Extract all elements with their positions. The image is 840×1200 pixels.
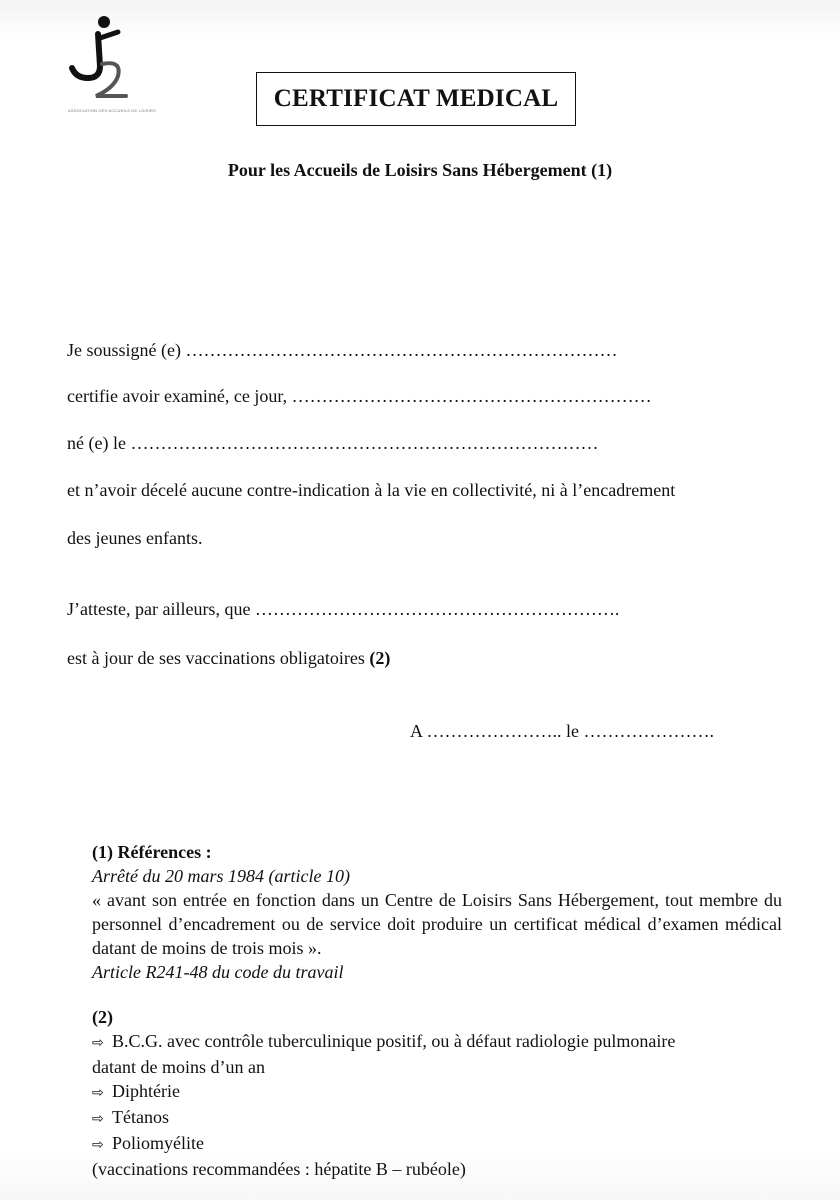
birth-date-line: né (e) le …………………………………………………………………… (67, 433, 599, 453)
decree-reference: Arrêté du 20 mars 1984 (article 10) (92, 866, 350, 886)
runner-logo-icon (62, 14, 172, 110)
arrow-right-icon: ⇨ (92, 1111, 104, 1127)
young-children-line: des jeunes enfants. (67, 528, 203, 548)
attestation-line: J’atteste, par ailleurs, que ……………………………………………………. (67, 599, 620, 619)
logo-caption: ASSOCIATION DES ACCUEILS DE LOISIRS (68, 108, 156, 113)
page-title: CERTIFICAT MEDICAL (273, 85, 559, 112)
vaccination-status-text: est à jour de ses vaccinations obligatoires (67, 648, 370, 668)
vaccination-item-label: B.C.G. avec contrôle tuberculinique positif, ou à défaut radiologie pulmonaire (112, 1031, 676, 1051)
page-subtitle: Pour les Accueils de Loisirs Sans Hébergement (1) (227, 160, 613, 180)
vaccination-item-label: Poliomyélite (112, 1133, 204, 1153)
decree-quote: « avant son entrée en fonction dans un Centre de Loisirs Sans Hébergement, tout membre du personnel d’encadrement ou de service doit produire un certificat médical d’examen médical datant de moins de trois mois ». (92, 890, 782, 958)
signatory-line: Je soussigné (e) ……………………………………………………………… (67, 340, 618, 360)
vaccination-status-line (67, 648, 390, 669)
no-contraindication-line: et n’avoir décelé aucune contre-indication à la vie en collectivité, ni à l’encadrement (67, 480, 676, 500)
arrow-right-icon: ⇨ (92, 1035, 104, 1051)
section-spacer (92, 984, 782, 1005)
examined-person-line: certifie avoir examiné, ce jour, …………………………………………………… (67, 386, 652, 406)
place-date-line: A ………………….. le …………………. (410, 721, 714, 741)
labor-code-reference: Article R241-48 du code du travail (92, 962, 344, 982)
vaccination-note-ref: (2) (369, 648, 391, 668)
arrow-right-icon: ⇨ (92, 1085, 104, 1101)
vaccination-item-polio (92, 1131, 782, 1157)
vaccination-item-bcg-continuation: datant de moins d’un an (92, 1057, 265, 1077)
vaccination-item-tetanus (92, 1105, 782, 1131)
organization-logo (62, 14, 172, 114)
title-box (256, 72, 576, 126)
references-section (92, 840, 782, 1181)
references-heading: (1) Références : (92, 842, 212, 862)
vaccination-item-label: Diphtérie (112, 1081, 180, 1101)
recommended-vaccinations: (vaccinations recommandées : hépatite B – rubéole) (92, 1159, 466, 1179)
vaccination-item-bcg (92, 1029, 782, 1055)
vaccinations-heading: (2) (92, 1007, 113, 1027)
vaccination-item-diphtheria (92, 1079, 782, 1105)
arrow-right-icon: ⇨ (92, 1137, 104, 1153)
vaccination-item-label: Tétanos (112, 1107, 169, 1127)
